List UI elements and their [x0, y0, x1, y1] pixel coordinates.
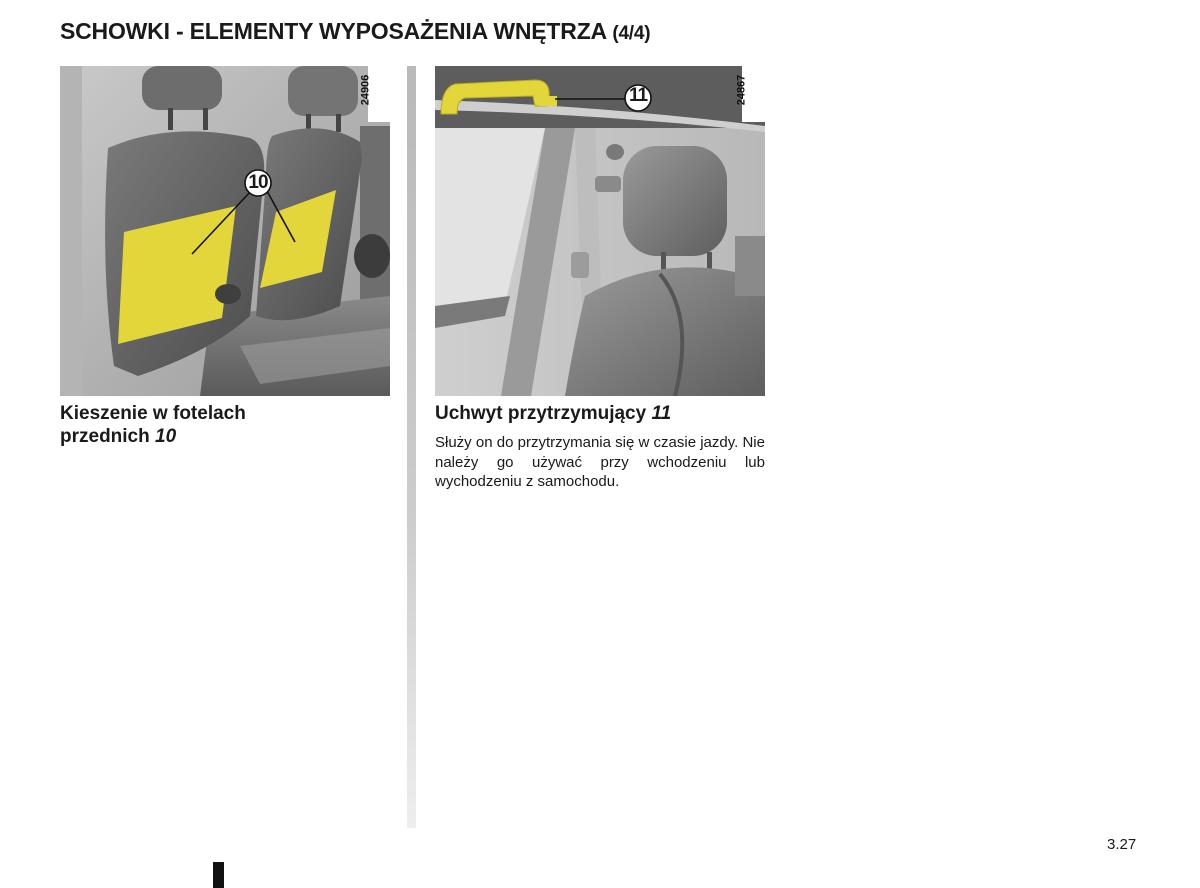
page-title-part: (4/4): [612, 23, 651, 44]
callout-number: 10: [248, 172, 268, 193]
figure-code: 24867: [735, 74, 748, 106]
grab-handle-description: Służy on do przytrzymania się w czasie jazdy. Nie należy go używać przy wchodzeniu lub wychodzeniu z samochodu.: [435, 434, 765, 490]
heading-line: Kieszenie w fotelach: [60, 403, 246, 424]
column-divider: [407, 66, 416, 828]
seat-pockets-illustration: [60, 66, 390, 396]
figure-code: 24906: [359, 74, 372, 106]
heading-text: Uchwyt przytrzymujący: [435, 403, 652, 424]
page-title: [60, 18, 650, 45]
page-title-text: SCHOWKI - ELEMENTY WYPOSAŻENIA WNĘTRZA: [60, 18, 607, 44]
heading-number: 10: [155, 426, 177, 447]
corner-mark: [213, 862, 224, 888]
section-heading-grab-handle: [435, 402, 775, 425]
section-heading-seat-pockets: [60, 402, 390, 448]
heading-number: 11: [651, 403, 672, 424]
heading-line: przednich: [60, 426, 156, 447]
page-number: 3.27: [1107, 836, 1137, 853]
callout-number: 11: [628, 85, 648, 106]
figure-seat-pockets: [60, 66, 390, 396]
grab-handle-illustration: [435, 66, 765, 396]
figure-grab-handle: [435, 66, 765, 396]
